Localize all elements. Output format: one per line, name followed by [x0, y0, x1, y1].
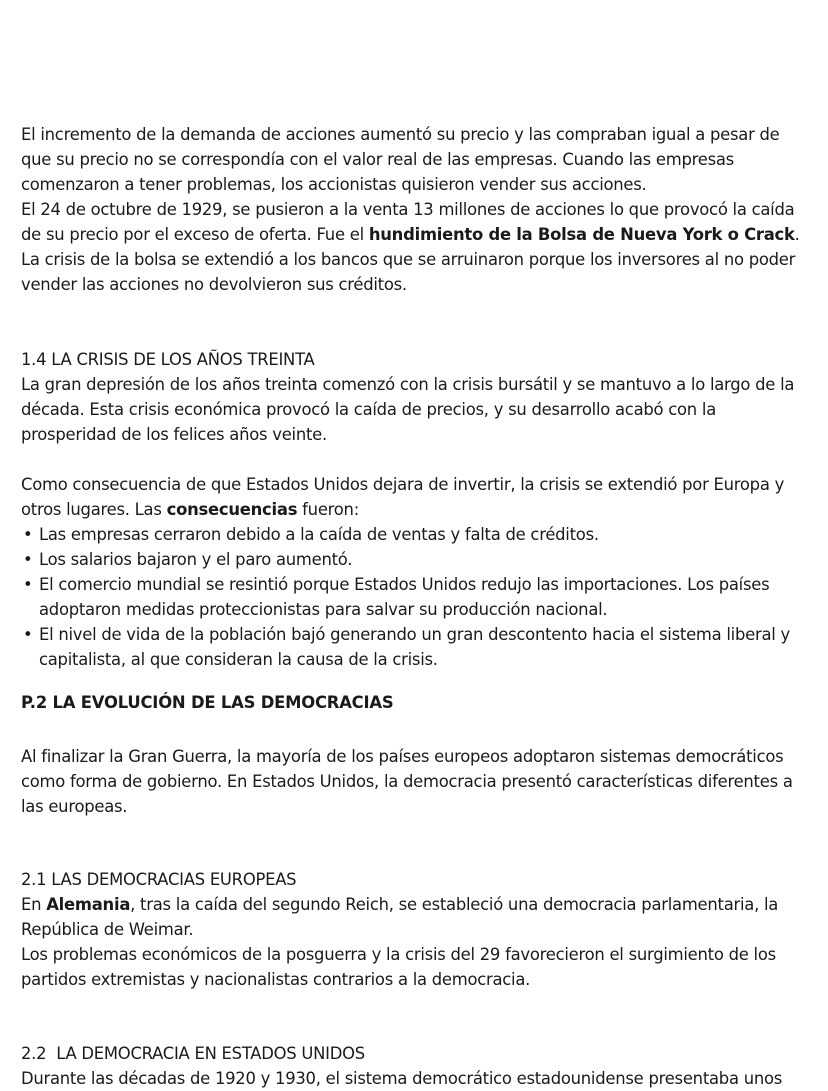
list-item: [21, 547, 811, 572]
crisis-paragraph-2: [21, 472, 811, 522]
consequences-list: [21, 522, 811, 672]
section-heading-1-4: 1.4 LA CRISIS DE LOS AÑOS TREINTA: [21, 350, 315, 369]
europeas-paragraph-1-text: , tras la caída del segundo Reich, se estableció una democracia parlamentaria, la República de Weimar.: [21, 895, 779, 939]
list-item: [21, 522, 811, 547]
europeas-paragraph-1-start: En: [21, 895, 47, 914]
list-item-text: Las empresas cerraron debido a la caída de ventas y falta de créditos.: [39, 525, 599, 544]
list-item: [21, 572, 811, 622]
bullet-icon: •: [23, 525, 33, 544]
section-heading-p2: P.2 LA EVOLUCIÓN DE LAS DEMOCRACIAS: [21, 693, 394, 712]
list-item-text: El comercio mundial se resintió porque Estados Unidos redujo las importaciones. Los países adoptaron medidas proteccionistas para salvar su producción nacional.: [39, 575, 770, 619]
section-heading-2-1: 2.1 LAS DEMOCRACIAS EUROPEAS: [21, 870, 297, 889]
evolucion-paragraph-1: Al finalizar la Gran Guerra, la mayoría de los países europeos adoptaron sistemas democráticos como forma de gobierno. En Estados Unidos, la democracia presentó características diferentes a las europeas.: [21, 747, 793, 816]
list-item-text: El nivel de vida de la población bajó generando un gran descontento hacia el sistema liberal y capitalista, al que consideran la causa de la crisis.: [39, 625, 790, 669]
alemania-emphasis: Alemania: [46, 895, 131, 914]
eeuu-paragraph-1: Durante las décadas de 1920 y 1930, el sistema democrático estadounidense presentaba unos: [21, 1069, 783, 1088]
europeas-paragraph-1: [21, 892, 811, 942]
intro-paragraph-2: [21, 197, 811, 247]
consecuencias-emphasis: consecuencias: [166, 500, 298, 519]
intro-paragraph-1: El incremento de la demanda de acciones aumentó su precio y las compraban igual a pesar de que su precio no se correspondía con el valor real de las empresas. Cuando las empresas comenzaron a tener problemas, los accionistas quisieron vender sus acciones.: [21, 125, 780, 194]
intro-paragraph-2-end: .: [794, 225, 800, 244]
crack-emphasis: hundimiento de la Bolsa de Nueva York o Crack: [368, 225, 795, 244]
list-item: [21, 622, 811, 672]
bullet-icon: •: [23, 625, 33, 644]
list-item-text: Los salarios bajaron y el paro aumentó.: [39, 550, 353, 569]
europeas-paragraph-2: Los problemas económicos de la posguerra y la crisis del 29 favorecieron el surgimiento de los partidos extremistas y nacionalistas contrarios a la democracia.: [21, 945, 776, 989]
crisis-paragraph-2-text: Como consecuencia de que Estados Unidos dejara de invertir, la crisis se extendió por Europa y otros lugares. Las: [21, 475, 785, 519]
crisis-paragraph-1: La gran depresión de los años treinta comenzó con la crisis bursátil y se mantuvo a lo largo de la década. Esta crisis económica provocó la caída de precios, y su desarrollo acabó con la prosperidad de los felices años veinte.: [21, 375, 795, 444]
intro-paragraph-3: La crisis de la bolsa se extendió a los bancos que se arruinaron porque los inversores al no poder vender las acciones no devolvieron sus créditos.: [21, 250, 796, 294]
section-heading-2-2: 2.2 LA DEMOCRACIA EN ESTADOS UNIDOS: [21, 1044, 365, 1063]
bullet-icon: •: [23, 550, 33, 569]
intro-paragraph-2-text: El 24 de octubre de 1929, se pusieron a la venta 13 millones de acciones lo que provocó la caída de su precio por el exceso de oferta. Fue el: [21, 200, 795, 244]
bullet-icon: •: [23, 575, 33, 594]
document-page: [21, 122, 811, 1091]
crisis-paragraph-2-end: fueron:: [297, 500, 359, 519]
